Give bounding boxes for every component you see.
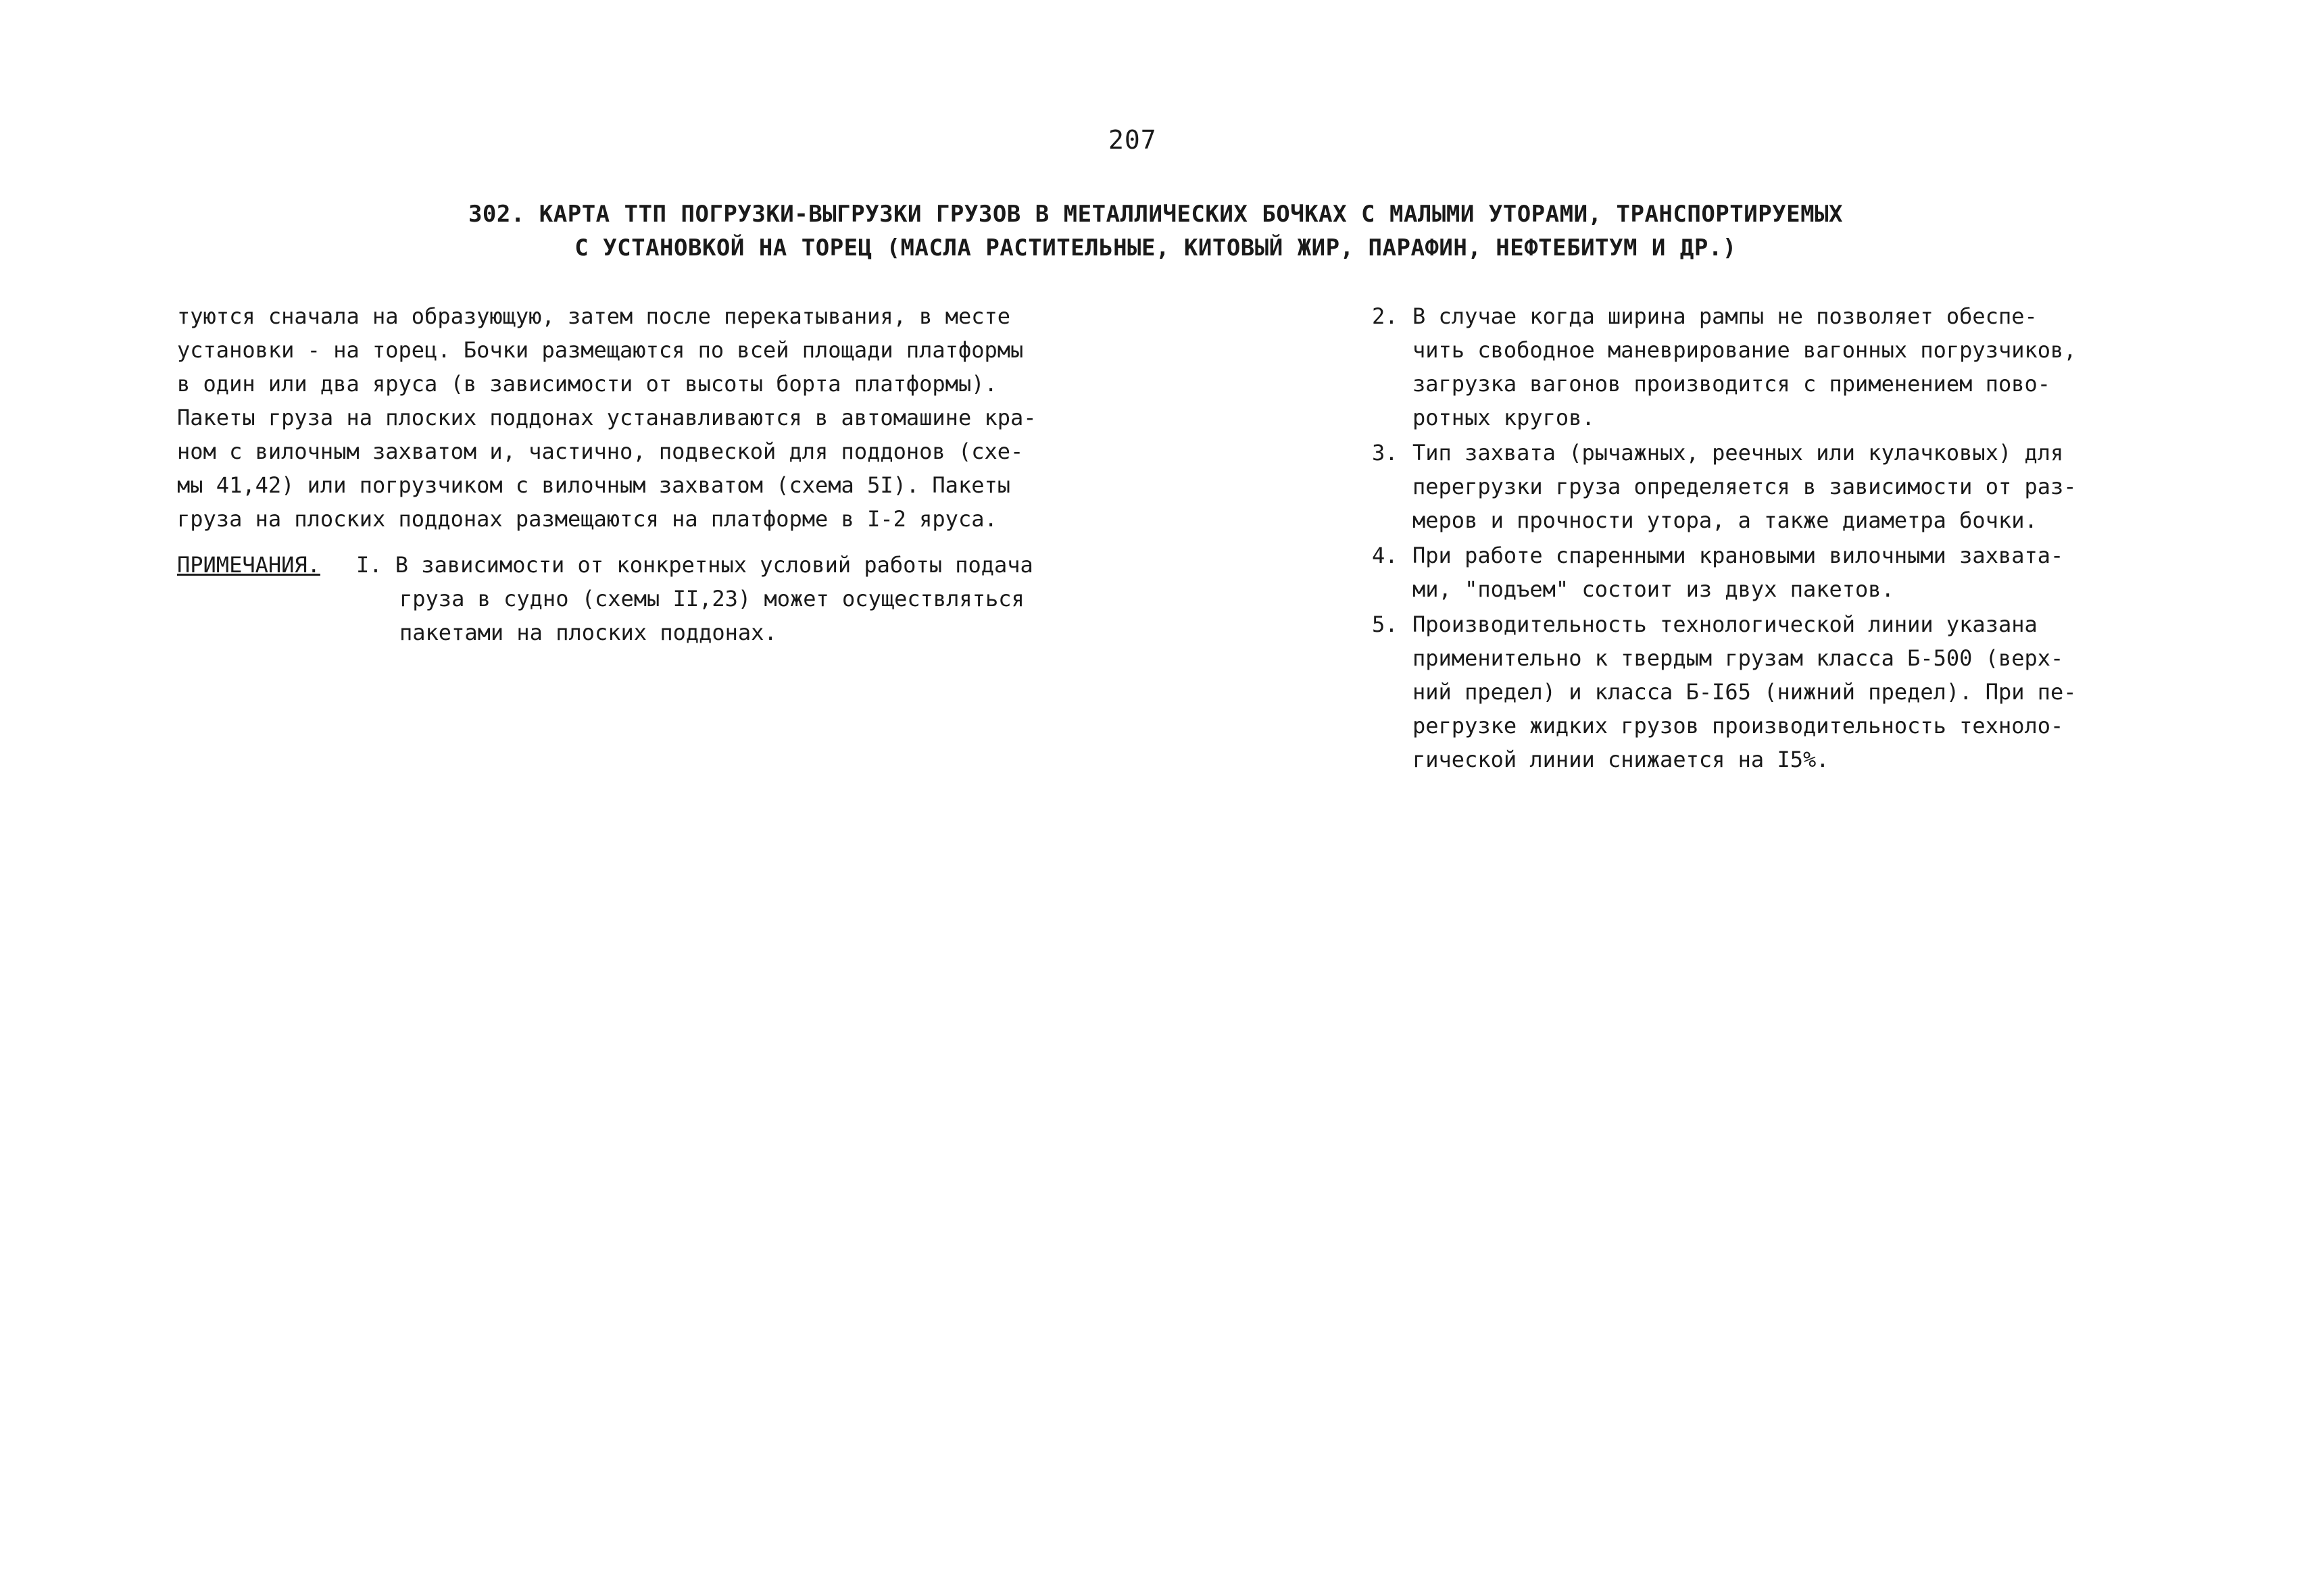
note-line: меров и прочности утора, а также диаметра бочки. [1412,507,2038,533]
body-line: в один или два яруса (в зависимости от высоты борта платформы). [177,371,998,397]
body-line: груза на плоских поддонах размещаются на платформе в I-2 яруса. [177,506,998,532]
note-item-2 [1372,299,2149,434]
right-column [1372,299,2149,778]
page-number: 207 [1108,125,1157,155]
note-number: 2. [1372,303,1398,329]
note-number: 3. [1372,440,1398,466]
note-line: В случае когда ширина рампы не позволяет обеспе- [1412,303,2038,329]
left-column [177,299,1137,649]
note-item-3 [1372,436,2149,537]
body-line: ном с вилочным захватом и, частично, подвеской для поддонов (схе- [177,439,1024,464]
note-line: применительно к твердым грузам класса Б-500 (верх- [1412,645,2064,671]
document-title [270,197,2041,265]
note-line: чить свободное маневрирование вагонных погрузчиков, [1412,337,2077,363]
title-line-1: 302. КАРТА ТТП ПОГРУЗКИ-ВЫГРУЗКИ ГРУЗОВ В МЕТАЛЛИЧЕСКИХ БОЧКАХ С МАЛЫМИ УТОРАМИ, ТРАНСПОРТИРУЕМЫХ [468,201,1844,228]
notes-section [177,548,1137,649]
body-line: мы 41,42) или погрузчиком с вилочным захватом (схема 5I). Пакеты [177,472,1010,498]
note-line: ми, "подъем" состоит из двух пакетов. [1412,576,1894,602]
body-line: установки - на торец. Бочки размещаются по всей площади платформы [177,337,1024,363]
note-line: Производительность технологической линии указана [1412,612,2038,637]
note-line: гической линии снижается на I5%. [1412,747,1829,772]
note-item-5 [1372,607,2149,776]
note-number: 4. [1372,543,1398,568]
body-line: Пакеты груза на плоских поддонах устанавливаются в автомашине кра- [177,405,1037,430]
note-line: загрузка вагонов производится с применением пово- [1412,371,2051,397]
note-1 [356,548,1137,649]
note-line: груза в судно (схемы II,23) может осуществляться [399,586,1025,612]
note-line: ний предел) и класса Б-I65 (нижний предел). При пе- [1412,679,2077,705]
note-line: I. В зависимости от конкретных условий работы подача [356,552,1033,578]
note-line: регрузке жидких грузов производительность техноло- [1412,713,2064,739]
note-line: Тип захвата (рычажных, реечных или кулачковых) для [1412,440,2064,466]
note-line: ротных кругов. [1412,405,1595,430]
note-line: При работе спаренными крановыми вилочными захвата- [1412,543,2064,568]
notes-label: ПРИМЕЧАНИЯ. [177,552,320,578]
title-line-2: С УСТАНОВКОЙ НА ТОРЕЦ (МАСЛА РАСТИТЕЛЬНЫЕ, КИТОВЫЙ ЖИР, ПАРАФИН, НЕФТЕБИТУМ И ДР.) [574,234,1737,261]
note-item-4 [1372,539,2149,606]
note-line: перегрузки груза определяется в зависимости от раз- [1412,474,2077,499]
note-line: пакетами на плоских поддонах. [399,620,777,645]
body-line: туются сначала на образующую, затем после перекатывания, в месте [177,303,1010,329]
note-number: 5. [1372,612,1398,637]
